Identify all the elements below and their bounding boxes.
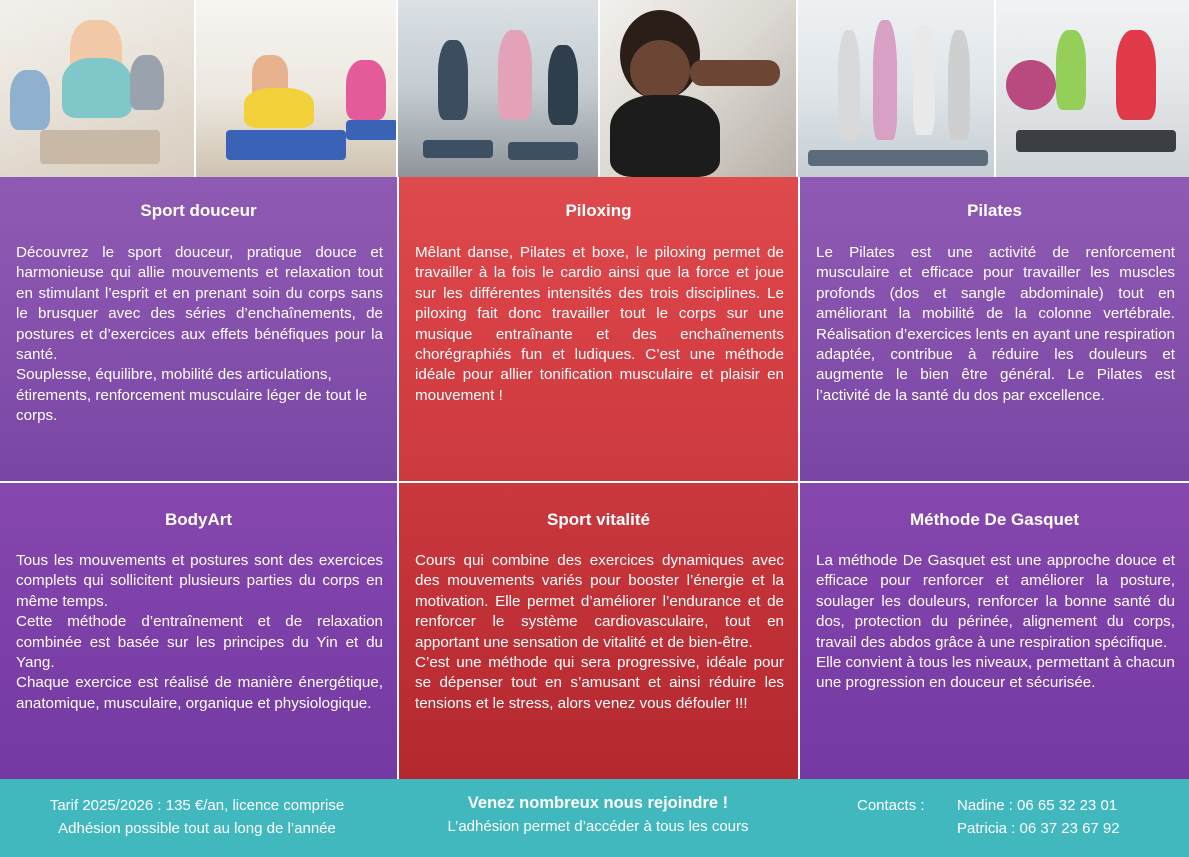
footer-bar xyxy=(0,779,1189,857)
card-description xyxy=(816,551,1175,694)
card-sport-douceur xyxy=(0,177,397,481)
card-sport-vitalite xyxy=(399,483,798,779)
card-piloxing xyxy=(399,177,798,481)
card-paragraph: Mêlant danse, Pilates et boxe, le piloxing permet de travailler à la fois le cardio ainsi que la force et joue sur les différentes intensités des trois disciplines. Le piloxing fait donc travailler tout le corps sur une musique entraînante et des enchaînements chorégraphiés fun et ludiques. C’est une méthode idéale pour allier tonification musculaire et plaisir en mouvement ! xyxy=(415,244,784,404)
contact-patricia[interactable]: Patricia : 06 37 23 67 92 xyxy=(957,820,1120,837)
card-bodyart xyxy=(0,483,397,779)
tarif-text: Tarif 2025/2026 : 135 €/an, licence comprise xyxy=(49,797,345,814)
card-pilates xyxy=(800,177,1189,481)
card-paragraph: Cette méthode d’entraînement et de relaxation combinée est basée sur les principes du Yin et du Yang. xyxy=(16,613,383,672)
card-title: Sport douceur xyxy=(140,201,257,220)
card-paragraph: Chaque exercice est réalisé de manière énergétique, anatomique, musculaire, organique et physiologique. xyxy=(16,674,383,712)
cta-subline: L’adhésion permet d’accéder à tous les cours xyxy=(447,818,749,835)
card-description xyxy=(16,551,383,714)
photo-plank-exercise xyxy=(196,0,398,177)
card-paragraph: Découvrez le sport douceur, pratique douce et harmonieuse qui allie mouvements et relaxation tout en stimulant l’esprit et en prenant soin du corps sans le brusquer avec des séries d’enchaînements, de postures et d’exercices aux effets bénéfiques pour la santé. xyxy=(16,244,383,364)
pricing-info xyxy=(0,794,394,840)
photo-boxing-punch xyxy=(600,0,798,177)
cta-headline: Venez nombreux nous rejoindre ! xyxy=(467,794,729,812)
card-description xyxy=(415,243,784,406)
photo-seniors-stretching xyxy=(0,0,196,177)
card-paragraph: Souplesse, équilibre, mobilité des articulations, étirements, renforcement musculaire léger de tout le corps. xyxy=(16,366,368,425)
photo-strip xyxy=(0,0,1189,177)
card-paragraph: Le Pilates est une activité de renforcement musculaire et efficace pour travailler les muscles profonds (dos et sangle abdominale) tout en améliorant la mobilité de la colonne vertébrale. Réalisation d’exercices lents en ayant une respiration adaptée, contribue à réduire les douleurs et augmente le bien être général. Le Pilates est l’activité de la santé du dos par excellence. xyxy=(816,244,1175,404)
card-title: BodyArt xyxy=(164,510,233,529)
card-paragraph: La méthode De Gasquet est une approche douce et efficace pour renforcer et améliorer la posture, soulager les douleurs, renforcer la bonne santé du dos, protection du périnée, alignement du corps, travail des abdos grâce à une respiration spécifique. xyxy=(816,552,1175,651)
card-paragraph: Tous les mouvements et postures sont des exercices complets qui sollicitent plusieurs parties du corps en même temps. xyxy=(16,552,383,610)
card-description xyxy=(816,243,1175,406)
photo-step-aerobics xyxy=(398,0,600,177)
card-paragraph: Elle convient à tous les niveaux, permettant à chacun une progression en douceur et sécurisée. xyxy=(816,654,1175,692)
card-title: Sport vitalité xyxy=(547,510,650,529)
adhesion-text: Adhésion possible tout au long de l’année xyxy=(58,820,336,837)
card-paragraph: C’est une méthode qui sera progressive, idéale pour se dépenser tout en s’amusant et ainsi réduire les tensions et le stress, alors venez vous défouler !!! xyxy=(415,654,784,712)
call-to-action xyxy=(398,792,798,838)
photo-pilates-band xyxy=(996,0,1189,177)
card-title: Piloxing xyxy=(565,201,632,220)
contacts-label: Contacts : xyxy=(857,797,925,814)
card-paragraph: Cours qui combine des exercices dynamiques avec des mouvements variés pour booster l’énergie et la motivation. Elle permet d’améliorer l’endurance et de renforcer le système cardiovasculaire, tout en apportant une sensation de vitalité et de bien-être. xyxy=(415,552,784,651)
card-description xyxy=(415,551,784,714)
card-title: Pilates xyxy=(967,201,1022,220)
card-methode-de-gasquet xyxy=(800,483,1189,779)
card-title: Méthode De Gasquet xyxy=(909,510,1080,529)
card-description xyxy=(16,243,383,427)
contact-nadine[interactable]: Nadine : 06 65 32 23 01 xyxy=(957,797,1118,814)
activities-grid xyxy=(0,177,1189,779)
photo-yoga-lunge xyxy=(798,0,996,177)
